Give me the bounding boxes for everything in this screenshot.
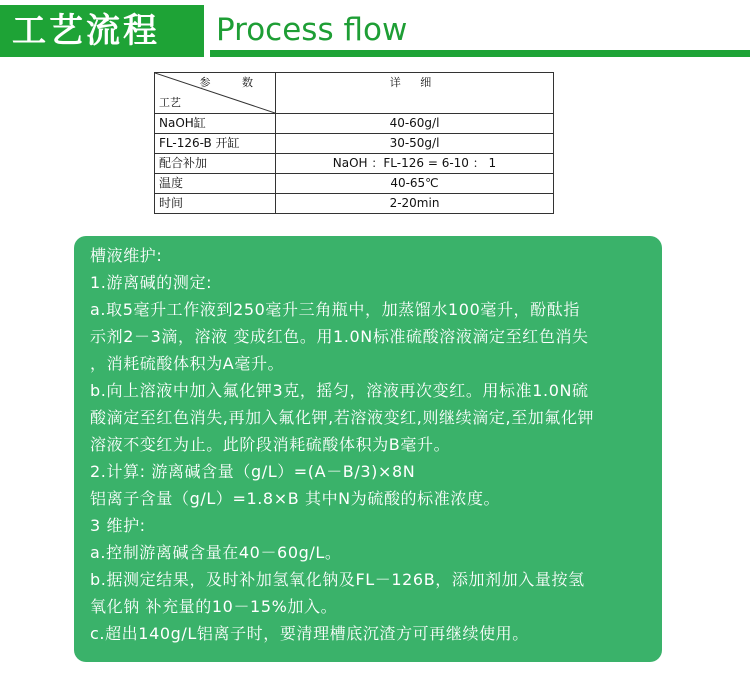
bath-maintenance-panel [74,236,662,662]
row-label: 配合补加 [155,154,276,174]
row-value: 40-60g/l [276,114,554,134]
process-parameters-table [154,72,554,214]
header-underline [210,50,750,57]
maintenance-line: 1.游离碱的测定: [90,273,213,292]
maintenance-line: b.据测定结果，及时补加氢氧化钠及FL－126B，添加剂加入量按氢 [90,570,585,589]
table-row [155,114,554,134]
maintenance-line: 溶液不变红为止。此阶段消耗硫酸体积为B毫升。 [90,435,451,454]
row-value: 2-20min [276,194,554,214]
header-param-label: 参 数 [199,76,267,89]
header-detail-label: 详 细 [276,73,554,114]
row-label: 时间 [155,194,276,214]
table-row [155,154,554,174]
row-value: 40-65℃ [276,174,554,194]
maintenance-line: b.向上溶液中加入氟化钾3克，摇匀，溶液再次变红。用标准1.0N硫 [90,381,589,400]
maintenance-line: 铝离子含量（g/L）=1.8×B 其中N为硫酸的标准浓度。 [90,489,501,508]
maintenance-line: 酸滴定至红色消失,再加入氟化钾,若溶液变红,则继续滴定,至加氟化钾 [90,408,595,427]
table-row [155,194,554,214]
table-header-row [155,73,554,114]
table-diagonal-header [155,73,276,114]
header-title-en: Process flow [216,12,408,48]
row-label: FL-126-B 开缸 [155,134,276,154]
maintenance-line: 2.计算: 游离碱含量（g/L）=(A－B/3)×8N [90,462,416,481]
header-process-label: 工艺 [159,96,181,109]
table-row [155,134,554,154]
maintenance-line: 氧化钠 补充量的10－15%加入。 [90,597,338,616]
maintenance-line: c.超出140g/L铝离子时，要清理槽底沉渣方可再继续使用。 [90,624,529,643]
row-value: NaOH ：FL-126 = 6-10 ： 1 [276,154,554,174]
maintenance-heading: 槽液维护: [90,246,163,265]
maintenance-line: 示剂2－3滴，溶液 变成红色。用1.0N标准硫酸溶液滴定至红色消失 [90,327,589,346]
row-label: NaOH缸 [155,114,276,134]
maintenance-line: a.取5毫升工作液到250毫升三角瓶中，加蒸馏水100毫升，酚酞指 [90,300,580,319]
maintenance-line: 3 维护: [90,516,146,535]
table-row [155,174,554,194]
maintenance-line: ，消耗硫酸体积为A毫升。 [90,354,285,373]
header-title-cn: 工艺流程 [12,11,160,51]
row-value: 30-50g/l [276,134,554,154]
page-header [0,0,750,62]
row-label: 温度 [155,174,276,194]
maintenance-line: a.控制游离碱含量在40－60g/L。 [90,543,342,562]
